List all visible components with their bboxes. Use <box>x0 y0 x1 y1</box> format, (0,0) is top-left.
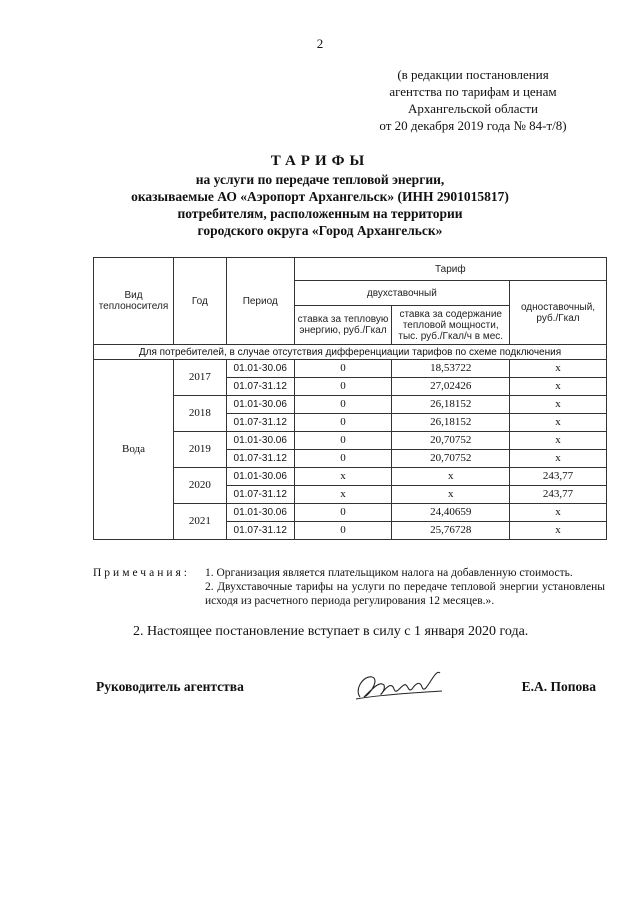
title-line: на услуги по передаче тепловой энергии, <box>195 172 445 187</box>
capacity-cell: 20,70752 <box>392 450 510 468</box>
energy-cell: х <box>294 468 392 486</box>
document-title <box>0 152 640 239</box>
title-line: оказываемые АО «Аэропорт Архангельск» (ИНН 2901015817) <box>131 189 509 204</box>
header-two-part: двухставочный <box>294 281 509 306</box>
capacity-cell: 26,18152 <box>392 396 510 414</box>
energy-cell: 0 <box>294 522 392 540</box>
single-rate-cell: х <box>510 504 607 522</box>
page-number: 2 <box>316 36 324 51</box>
energy-cell: 0 <box>294 360 392 378</box>
period-cell: 01.07-31.12 <box>226 522 294 540</box>
capacity-cell: 27,02426 <box>392 378 510 396</box>
table-row <box>94 360 607 378</box>
year-cell: 2021 <box>173 504 226 540</box>
capacity-cell: 24,40659 <box>392 504 510 522</box>
energy-cell: 0 <box>294 396 392 414</box>
period-cell: 01.01-30.06 <box>226 360 294 378</box>
capacity-cell: 20,70752 <box>392 432 510 450</box>
period-cell: 01.01-30.06 <box>226 396 294 414</box>
signer-role: Руководитель агентства <box>96 679 244 694</box>
header-capacity-rate: ставка за содержание тепловой мощности, тыс. руб./Гкал/ч в мес. <box>392 306 510 345</box>
year-cell: 2017 <box>173 360 226 396</box>
title-line: городского округа «Город Архангельск» <box>197 223 443 238</box>
single-rate-cell: х <box>510 522 607 540</box>
notes-items <box>205 566 605 608</box>
single-rate-cell: х <box>510 450 607 468</box>
period-cell: 01.01-30.06 <box>226 468 294 486</box>
energy-cell: 0 <box>294 378 392 396</box>
capacity-cell: 25,76728 <box>392 522 510 540</box>
period-cell: 01.07-31.12 <box>226 414 294 432</box>
carrier-cell: Вода <box>94 360 174 540</box>
signer-name: Е.А. Попова <box>521 679 596 694</box>
single-rate-cell: х <box>510 432 607 450</box>
year-cell: 2018 <box>173 396 226 432</box>
energy-cell: 0 <box>294 414 392 432</box>
period-cell: 01.01-30.06 <box>226 504 294 522</box>
decree-paragraph: 2. Настоящее постановление вступает в силу с 1 января 2020 года. <box>133 624 529 639</box>
header-year: Год <box>173 258 226 345</box>
single-rate-cell: х <box>510 360 607 378</box>
capacity-cell: х <box>392 468 510 486</box>
note-item: 1. Организация является плательщиком налога на добавленную стоимость. <box>205 567 573 579</box>
title-heading: ТАРИФЫ <box>270 153 370 169</box>
energy-cell: 0 <box>294 450 392 468</box>
header-single-rate: одноставочный, руб./Гкал <box>510 281 607 345</box>
header-period: Период <box>226 258 294 345</box>
year-cell: 2019 <box>173 432 226 468</box>
period-cell: 01.07-31.12 <box>226 450 294 468</box>
title-line: потребителям, расположенным на территории <box>177 206 463 221</box>
year-cell: 2020 <box>173 468 226 504</box>
header-carrier: Вид теплоносителя <box>94 258 174 345</box>
header-tariff: Тариф <box>294 258 606 281</box>
edition-line: агентства по тарифам и ценам <box>389 84 557 99</box>
single-rate-cell: х <box>510 396 607 414</box>
period-cell: 01.07-31.12 <box>226 378 294 396</box>
notes-label: Примечания: <box>93 567 190 579</box>
period-cell: 01.07-31.12 <box>226 486 294 504</box>
single-rate-cell: 243,77 <box>510 486 607 504</box>
edition-note <box>348 66 598 134</box>
edition-line: от 20 декабря 2019 года № 84-т/8) <box>379 118 567 133</box>
capacity-cell: 26,18152 <box>392 414 510 432</box>
energy-cell: х <box>294 486 392 504</box>
tariff-table <box>93 257 607 540</box>
group-label: Для потребителей, в случае отсутствия дифференциации тарифов по схеме подключения <box>94 345 607 360</box>
capacity-cell: х <box>392 486 510 504</box>
single-rate-cell: х <box>510 378 607 396</box>
edition-line: (в редакции постановления <box>397 67 549 82</box>
handwritten-signature <box>350 667 446 707</box>
edition-line: Архангельской области <box>408 101 538 116</box>
header-energy-rate: ставка за тепловую энергию, руб./Гкал <box>294 306 392 345</box>
energy-cell: 0 <box>294 432 392 450</box>
signature-block <box>96 675 606 715</box>
note-item: 2. Двухставочные тарифы на услуги по передаче тепловой энергии установлены исходя из расчетного периода регулирования 12 месяцев.». <box>205 581 605 607</box>
energy-cell: 0 <box>294 504 392 522</box>
single-rate-cell: х <box>510 414 607 432</box>
single-rate-cell: 243,77 <box>510 468 607 486</box>
capacity-cell: 18,53722 <box>392 360 510 378</box>
period-cell: 01.01-30.06 <box>226 432 294 450</box>
